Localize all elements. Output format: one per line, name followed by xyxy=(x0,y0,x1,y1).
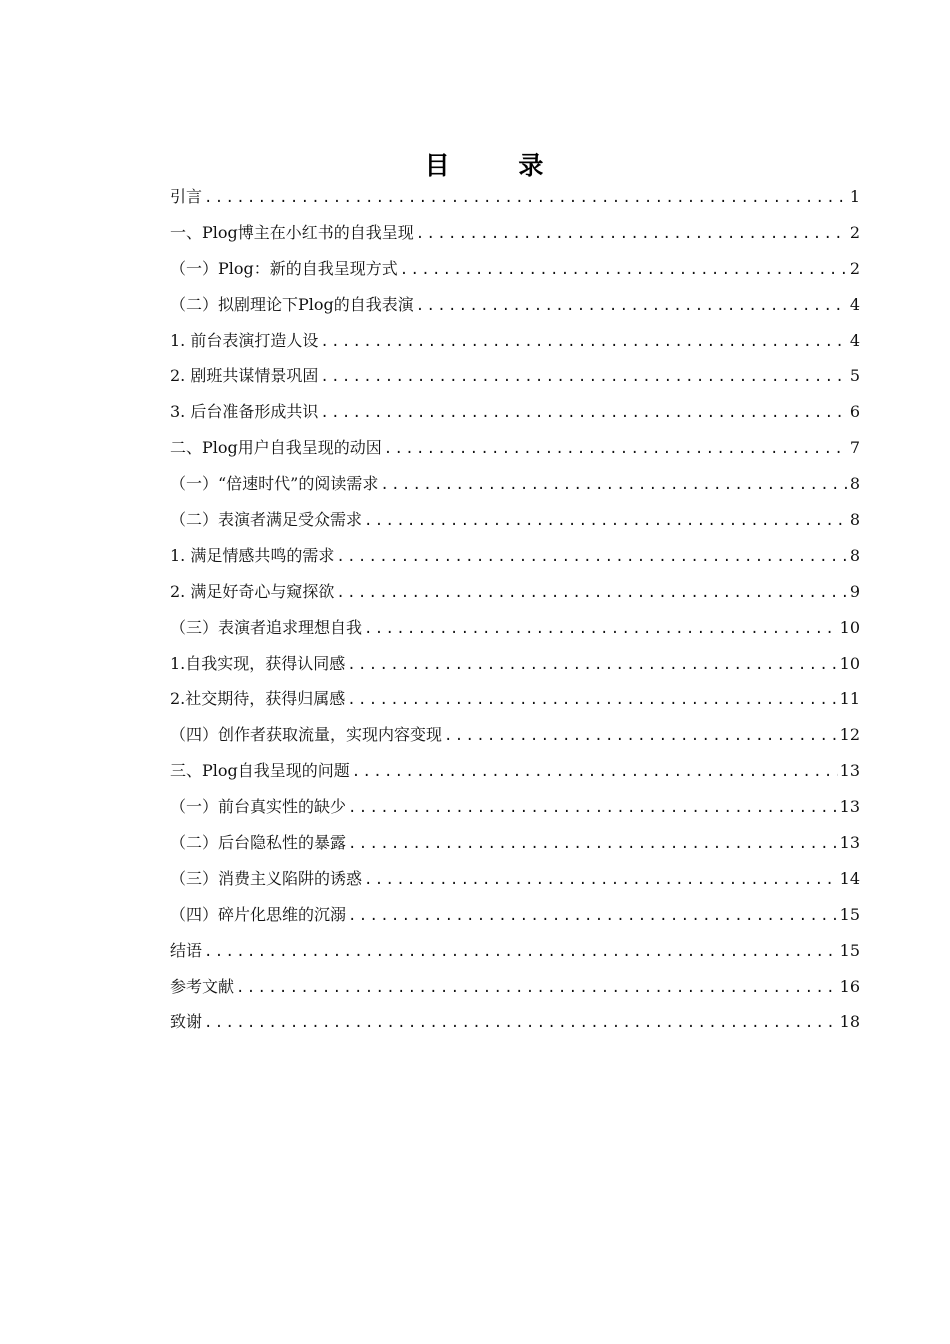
toc-entry-page: 8 xyxy=(849,545,860,565)
toc-entry-page: 4 xyxy=(849,330,860,350)
toc-entry[interactable] xyxy=(170,866,860,902)
toc-entry-page: 12 xyxy=(839,725,860,745)
toc-entry-label: 一、Plog博主在小红书的自我呈现 xyxy=(170,222,414,242)
toc-entry[interactable] xyxy=(170,507,860,543)
toc-entry[interactable] xyxy=(170,435,860,471)
toc-entry-label: （一）前台真实性的缺少 xyxy=(170,797,347,817)
toc-entry-label: （二）表演者满足受众需求 xyxy=(170,510,363,530)
toc-entry-label: 2. 剧班共谋情景巩固 xyxy=(170,366,319,386)
toc-entry-label: 结语 xyxy=(170,940,203,960)
dot-leader xyxy=(348,800,838,816)
dot-leader xyxy=(352,764,838,780)
toc-entry[interactable] xyxy=(170,399,860,435)
dot-leader xyxy=(400,262,848,278)
toc-entry-label: 2. 满足好奇心与窥探欲 xyxy=(170,581,335,601)
toc-entry[interactable] xyxy=(170,579,860,615)
toc-entry[interactable] xyxy=(170,256,860,292)
toc-entry-page: 8 xyxy=(849,474,860,494)
dot-leader xyxy=(204,944,838,960)
toc-entry[interactable] xyxy=(170,615,860,651)
toc-entry-label: 三、Plog自我呈现的问题 xyxy=(170,761,350,781)
dot-leader xyxy=(236,980,838,996)
dot-leader xyxy=(380,477,847,493)
toc-entry[interactable] xyxy=(170,974,860,1010)
toc-entry[interactable] xyxy=(170,794,860,830)
dot-leader xyxy=(364,621,838,637)
toc-entry-page: 13 xyxy=(839,761,860,781)
dot-leader xyxy=(347,657,837,673)
toc-entry[interactable] xyxy=(170,651,860,687)
toc-entry-label: （四）碎片化思维的沉溺 xyxy=(170,904,347,924)
toc-entry[interactable] xyxy=(170,328,860,364)
toc-entry[interactable] xyxy=(170,902,860,938)
toc-entry[interactable] xyxy=(170,758,860,794)
dot-leader xyxy=(364,872,838,888)
toc-entry-page: 1 xyxy=(849,187,860,206)
toc-entry-page: 6 xyxy=(849,402,860,422)
toc-entry-page: 11 xyxy=(839,689,860,709)
toc-entry-page: 15 xyxy=(839,940,860,960)
dot-leader xyxy=(364,513,848,529)
toc-entry[interactable] xyxy=(170,722,860,758)
toc-entry[interactable] xyxy=(170,363,860,399)
dot-leader xyxy=(347,692,837,708)
dot-leader xyxy=(348,908,838,924)
toc-title: 目 录 xyxy=(424,151,574,180)
dot-leader xyxy=(320,405,847,421)
dot-leader xyxy=(336,585,847,601)
dot-leader xyxy=(320,369,847,385)
toc-entry-page: 4 xyxy=(849,294,860,314)
toc-entry-label: （二）拟剧理论下Plog的自我表演 xyxy=(170,294,414,314)
toc-entry-page: 2 xyxy=(849,222,860,242)
toc-entry[interactable] xyxy=(170,938,860,974)
toc-entry-label: 参考文献 xyxy=(170,976,235,996)
toc-entry-page: 2 xyxy=(849,258,860,278)
toc-entry[interactable] xyxy=(170,292,860,328)
toc-entry-page: 13 xyxy=(839,833,860,853)
toc-entry-label: 1. 满足情感共鸣的需求 xyxy=(170,545,335,565)
toc-entry-label: 1.自我实现，获得认同感 xyxy=(170,653,346,673)
dot-leader xyxy=(320,334,847,350)
toc-entry-page: 8 xyxy=(849,510,860,530)
toc-entry-page: 10 xyxy=(839,653,860,673)
toc-entry-label: （一）Plog：新的自我呈现方式 xyxy=(170,258,398,278)
toc-entry[interactable] xyxy=(170,686,860,722)
toc-entry-label: 3. 后台准备形成共识 xyxy=(170,402,319,422)
dot-leader xyxy=(384,441,848,457)
toc-entry-label: （三）消费主义陷阱的诱惑 xyxy=(170,868,363,888)
toc-entry-page: 15 xyxy=(839,904,860,924)
dot-leader xyxy=(204,1015,838,1031)
toc-entry-label: （二）后台隐私性的暴露 xyxy=(170,833,347,853)
toc-entry-label: 2.社交期待，获得归属感 xyxy=(170,689,346,709)
table-of-contents xyxy=(170,184,860,1045)
toc-entry-page: 9 xyxy=(849,581,860,601)
toc-entry-label: （三）表演者追求理想自我 xyxy=(170,617,363,637)
toc-entry-page: 16 xyxy=(839,976,860,996)
dot-leader xyxy=(444,728,838,744)
toc-entry-label: 二、Plog用户自我呈现的动因 xyxy=(170,438,382,458)
dot-leader xyxy=(416,226,848,242)
toc-entry[interactable] xyxy=(170,220,860,256)
toc-entry-label: （四）创作者获取流量，实现内容变现 xyxy=(170,725,443,745)
toc-entry[interactable] xyxy=(170,830,860,866)
toc-entry[interactable] xyxy=(170,471,860,507)
toc-entry-label: 致谢 xyxy=(170,1012,203,1032)
dot-leader xyxy=(336,549,847,565)
toc-entry[interactable] xyxy=(170,184,860,220)
toc-entry-page: 13 xyxy=(839,797,860,817)
toc-entry-page: 18 xyxy=(839,1012,860,1032)
dot-leader xyxy=(348,836,838,852)
toc-entry-label: （一）“倍速时代”的阅读需求 xyxy=(170,474,379,494)
toc-entry-label: 1. 前台表演打造人设 xyxy=(170,330,319,350)
toc-entry[interactable] xyxy=(170,543,860,579)
toc-entry-label: 引言 xyxy=(170,187,203,206)
dot-leader xyxy=(204,190,848,206)
toc-entry-page: 7 xyxy=(849,438,860,458)
toc-entry-page: 10 xyxy=(839,617,860,637)
dot-leader xyxy=(416,298,848,314)
toc-entry-page: 14 xyxy=(839,868,860,888)
toc-entry[interactable] xyxy=(170,1009,860,1045)
toc-entry-page: 5 xyxy=(849,366,860,386)
